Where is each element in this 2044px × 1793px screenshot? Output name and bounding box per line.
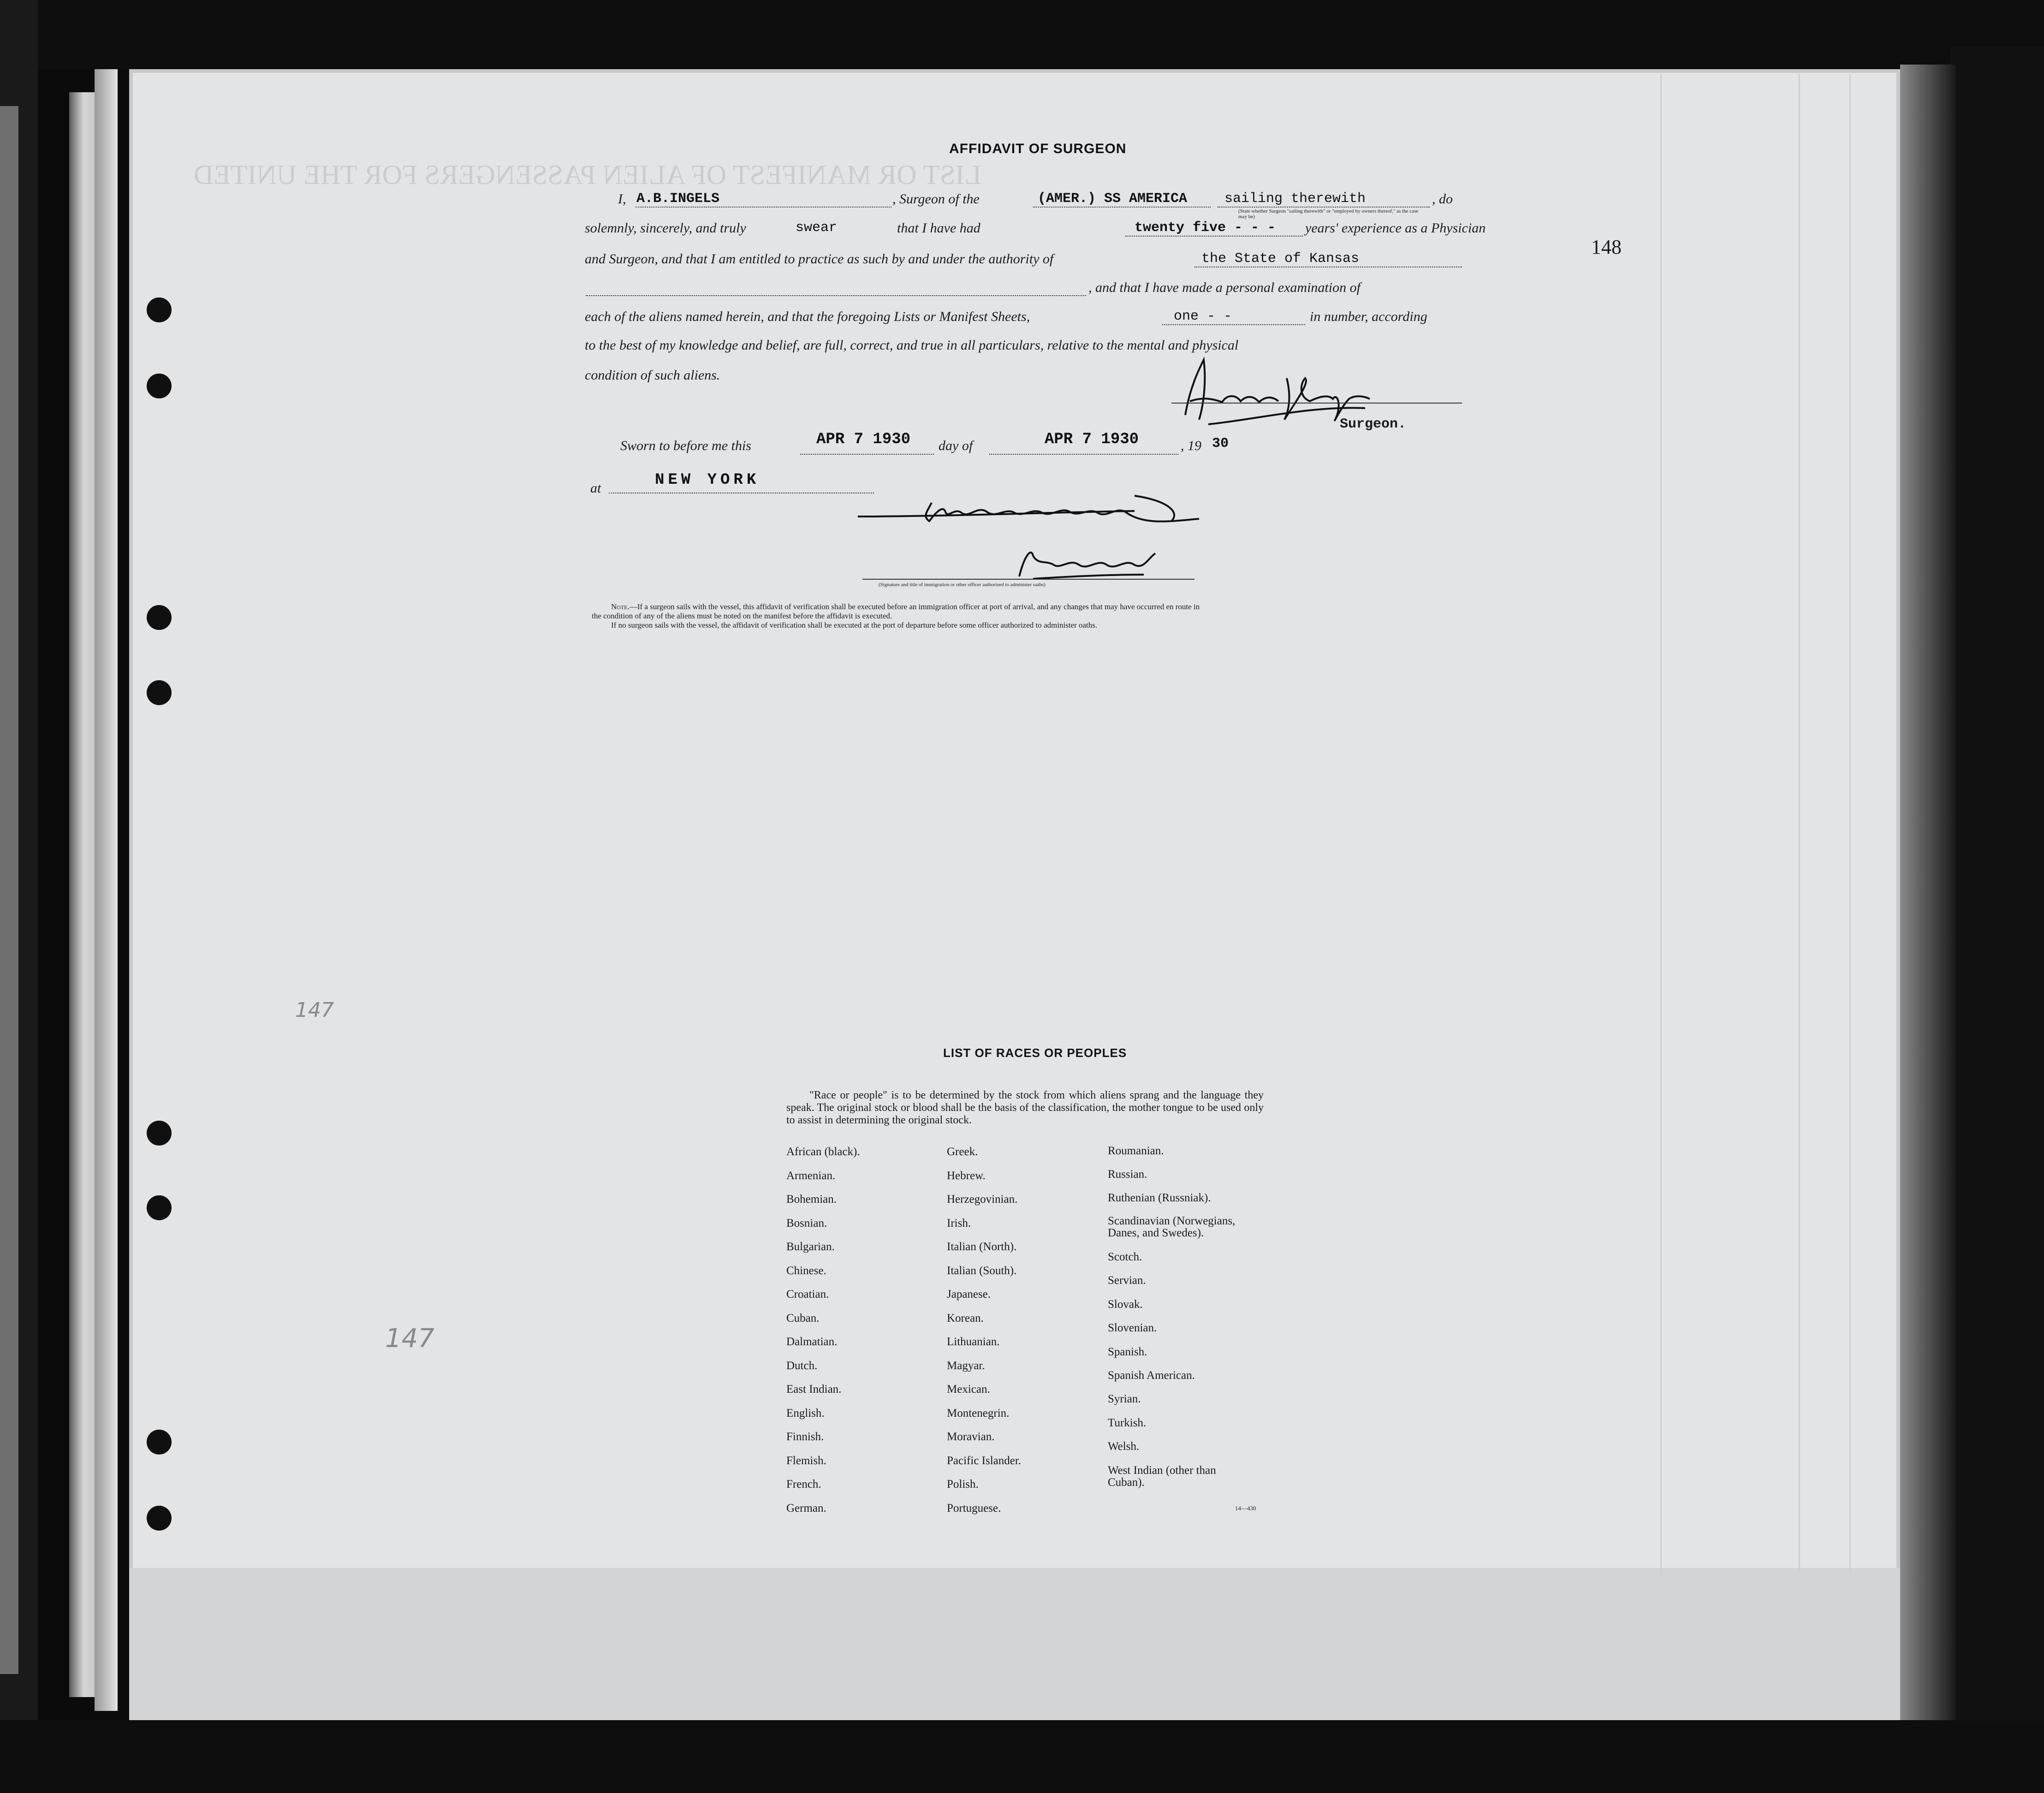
affidavit-line7: condition of such aliens. [585, 368, 720, 383]
race-entry: Polish. [947, 1478, 979, 1490]
form-number: 14—430 [1235, 1505, 1256, 1512]
race-entry: Scandinavian (Norwegians, [1108, 1215, 1236, 1227]
affidavit-line2-mid: that I have had [897, 220, 980, 236]
pencil-mark: 147 [385, 1324, 434, 1354]
sworn-day-stamp: APR 7 1930 [816, 431, 911, 448]
race-entry: Bulgarian. [786, 1241, 835, 1253]
sheet-right-edge [1900, 65, 1955, 1720]
role-note: (State whether Surgeon "sailing therewith" or "employed by owners thereof," as the case may be) [1238, 208, 1419, 220]
binder-hole [147, 1195, 172, 1220]
affidavit-line5-prefix: each of the aliens named herein, and that the foregoing Lists or Manifest Sheets, [585, 309, 1030, 324]
race-entry: English. [786, 1407, 825, 1419]
surgeon-role: sailing therewith [1224, 191, 1366, 207]
race-entry: Turkish. [1108, 1417, 1147, 1429]
officer-signature [849, 484, 1254, 590]
sworn-year-suffix: 30 [1212, 436, 1229, 451]
sworn-prefix: Sworn to before me this [620, 438, 751, 453]
race-entry: Montenegrin. [947, 1407, 1010, 1419]
sheet-bottom-band [129, 1568, 1900, 1720]
race-entry: Herzegovinian. [947, 1193, 1018, 1205]
affidavit-line6: to the best of my knowledge and belief, are full, correct, and true in all particulars, relative to the mental and physical [585, 338, 1239, 353]
race-entry: Hebrew. [947, 1170, 986, 1182]
sheet-count: one - - [1174, 309, 1232, 324]
binder-hole [147, 1121, 172, 1146]
film-border-right [1951, 46, 2044, 1752]
race-entry: Russian. [1108, 1168, 1147, 1181]
note-line1-text: —If a surgeon sails with the vessel, this affidavit of verification shall be executed before an immigration officer at port of arrival, and any changes that may have occurred en route in [629, 602, 1200, 611]
show-through-text: LIST OR MANIFEST OF ALIEN PASSENGERS FOR THE UNITED [194, 160, 982, 190]
surgeon-label: Surgeon. [1340, 416, 1407, 432]
race-entry: Lithuanian. [947, 1336, 1000, 1348]
race-entry: Dutch. [786, 1360, 818, 1372]
race-entry: Cuban. [786, 1312, 820, 1324]
sworn-place: NEW YORK [655, 471, 760, 489]
ship-name: (AMER.) SS AMERICA [1038, 191, 1188, 207]
race-entry: Danes, and Swedes). [1108, 1227, 1204, 1239]
race-entry: Scotch. [1108, 1251, 1142, 1263]
affidavit-title: AFFIDAVIT OF SURGEON [949, 141, 1127, 156]
bleed-grid-line [1660, 74, 1662, 1573]
race-entry: Moravian. [947, 1431, 995, 1443]
officer-caption: (Signature and title of immigration or other officer authorized to administer oaths) [879, 582, 1046, 588]
binder-hole [147, 605, 172, 630]
race-entry: Irish. [947, 1217, 971, 1229]
name-line [636, 207, 891, 208]
race-entry: Spanish American. [1108, 1369, 1195, 1382]
officer-signature-line [862, 579, 1194, 580]
licensing-authority: the State of Kansas [1201, 251, 1360, 267]
race-entry: Dalmatian. [786, 1336, 838, 1348]
race-entry: West Indian (other than [1108, 1464, 1216, 1477]
note-line1 [611, 602, 1200, 612]
note-line3: If no surgeon sails with the vessel, the affidavit of verification shall be executed at the port of departure before some officer authorized to administer oaths. [611, 621, 1098, 629]
race-entry: Mexican. [947, 1383, 990, 1395]
race-entry: Flemish. [786, 1455, 826, 1467]
race-entry: Italian (North). [947, 1241, 1017, 1253]
binder-hole [147, 374, 172, 398]
binder-hole [147, 1506, 172, 1531]
race-entry: African (black). [786, 1146, 860, 1158]
race-entry: Ruthenian (Russniak). [1108, 1192, 1211, 1204]
adjacent-page-sliver [0, 106, 18, 1674]
oath-word: swear [796, 220, 838, 236]
sworn-month-stamp: APR 7 1930 [1045, 431, 1139, 448]
affidavit-line1-suffix: , do [1432, 191, 1453, 207]
signature-line [1171, 403, 1462, 404]
race-entry: Korean. [947, 1312, 984, 1324]
count-line [1162, 324, 1305, 325]
races-title: LIST OF RACES OR PEOPLES [943, 1046, 1127, 1060]
binder-hole [147, 297, 172, 322]
sworn-day-of: day of [939, 438, 973, 453]
race-entry: Slovenian. [1108, 1322, 1157, 1334]
race-entry: Magyar. [947, 1360, 985, 1372]
pencil-mark: 147 [295, 998, 334, 1022]
note-line2: the condition of any of the aliens must be noted on the manifest before the affidavit is executed. [592, 612, 892, 620]
surgeon-name: A.B.INGELS [636, 191, 720, 207]
binder-hole [147, 680, 172, 705]
race-entry: Greek. [947, 1146, 978, 1158]
affidavit-line2-suffix: years' experience as a Physician [1305, 220, 1486, 236]
bleed-grid-line [1849, 74, 1851, 1573]
binding-page-edge-inner [95, 69, 118, 1711]
race-entry: Portuguese. [947, 1502, 1001, 1514]
race-entry: Armenian. [786, 1170, 836, 1182]
race-entry: Slovak. [1108, 1298, 1143, 1311]
sworn-year-prefix: , 19 [1181, 438, 1201, 453]
affidavit-line4: , and that I have made a personal examination of [1088, 280, 1361, 295]
race-entry: Bohemian. [786, 1193, 837, 1205]
at-label: at [590, 481, 601, 496]
binder-hole [147, 1430, 172, 1455]
years-experience: twenty five - - - [1135, 220, 1276, 236]
film-border-bottom [0, 1720, 2044, 1793]
affidavit-line1-prefix: I, [618, 191, 626, 207]
film-border-top [0, 0, 2044, 69]
races-intro: "Race or people" is to be determined by the stock from which aliens sprang and the language they speak. The original stock or blood shall be the basis of the classification, the mother tongue to be used only to assist in determining the original stock. [786, 1089, 1264, 1126]
race-entry: Finnish. [786, 1431, 824, 1443]
bleed-grid-line [1799, 74, 1800, 1573]
month-line [989, 454, 1178, 455]
race-entry: Servian. [1108, 1274, 1146, 1287]
race-entry: German. [786, 1502, 826, 1514]
race-entry: East Indian. [786, 1383, 842, 1395]
affidavit-line2-prefix: solemnly, sincerely, and truly [585, 220, 746, 236]
ship-line [1033, 207, 1211, 208]
race-entry: Welsh. [1108, 1440, 1140, 1453]
race-entry: Cuban). [1108, 1476, 1145, 1489]
role-line [1218, 207, 1430, 208]
years-line [1125, 236, 1303, 237]
race-entry: Syrian. [1108, 1393, 1141, 1405]
page-number: 148 [1591, 236, 1622, 258]
race-entry: Italian (South). [947, 1265, 1017, 1277]
race-entry: Roumanian. [1108, 1145, 1164, 1157]
authority-line-continued [586, 295, 1086, 296]
note-label: Note. [611, 602, 630, 611]
race-entry: Chinese. [786, 1265, 826, 1277]
race-entry: Bosnian. [786, 1217, 827, 1229]
affidavit-line1-mid: , Surgeon of the [892, 191, 980, 207]
race-entry: Spanish. [1108, 1346, 1147, 1358]
affidavit-line5-suffix: in number, according [1310, 309, 1427, 324]
race-entry: French. [786, 1478, 821, 1490]
race-entry: Japanese. [947, 1288, 991, 1300]
day-line [800, 454, 934, 455]
affidavit-line3-prefix: and Surgeon, and that I am entitled to practice as such by and under the authority of [585, 251, 1054, 267]
race-entry: Pacific Islander. [947, 1455, 1022, 1467]
race-entry: Croatian. [786, 1288, 829, 1300]
